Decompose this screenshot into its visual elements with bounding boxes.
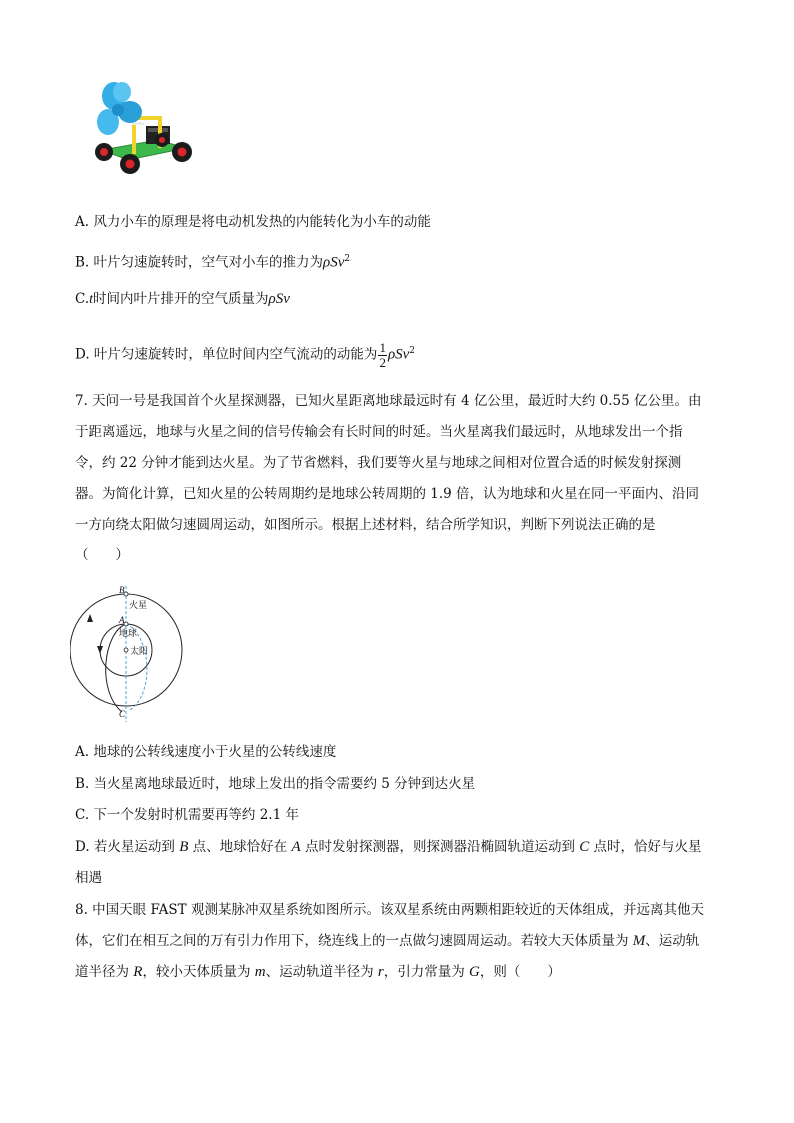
label-point-c: C <box>119 709 126 719</box>
fraction-one-half: $\frac{1}{2}$ <box>379 339 386 370</box>
math-rho-s-v: ρSv <box>323 254 345 271</box>
label-point-a: A <box>119 615 125 625</box>
orbit-diagram <box>70 582 190 722</box>
label-sun: 太阳 <box>130 646 149 656</box>
q7-option-c: C. 下一个发射时机需要再等约 2.1 年 <box>75 807 299 823</box>
q6-option-d: D. 叶片匀速旋转时，单位时间内空气流动的动能为 $\frac{1}{2}$ ρSv$^2$ <box>75 339 416 370</box>
q7-option-b: B. 当火星离地球最近时，地球上发出的指令需要约 5 分钟到达火星 <box>75 776 476 792</box>
wind-car-image <box>88 78 200 182</box>
label-earth: 地球 <box>119 628 138 638</box>
q7-option-d-continued: 相遇 <box>75 870 102 886</box>
q6-option-b: B. 叶片匀速旋转时，空气对小车的推力为ρSv$^2$ <box>75 254 351 271</box>
q6-option-a: A. 风力小车的原理是将电动机发热的内能转化为小车的动能 <box>75 214 431 230</box>
q7-option-d: D. 若火星运动到 B 点、地球恰好在 A 点时发射探测器，则探测器沿椭圆轨道运动到 C 点时，恰好与火星 <box>75 839 702 855</box>
q7-option-a: A. 地球的公转线速度小于火星的公转线速度 <box>75 744 337 760</box>
label-point-b: B <box>119 585 125 595</box>
label-mars: 火星 <box>129 600 148 610</box>
q6-option-c: C.t时间内叶片排开的空气质量为ρSv <box>75 291 290 307</box>
